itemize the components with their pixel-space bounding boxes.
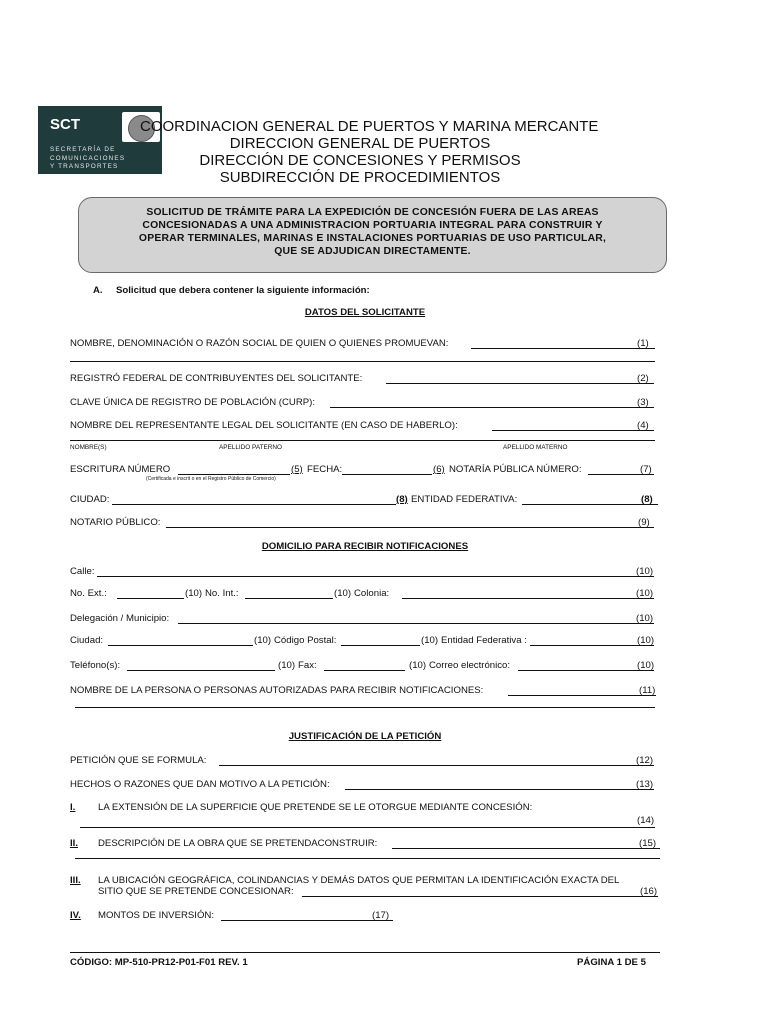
noext-label: No. Ext.:	[70, 588, 107, 599]
telefono-field[interactable]	[127, 670, 275, 671]
justificacion-heading: JUSTIFICACIÓN DE LA PETICIÓN	[288, 731, 442, 742]
notario-num: (9)	[638, 517, 650, 528]
domicilio-heading: DOMICILIO PARA RECIBIR NOTIFICACIONES	[261, 541, 469, 552]
entfed-num: (10)	[637, 635, 655, 646]
certificada-note: (Certificada e inscrit o en el Registro Público de Comercio)	[146, 476, 276, 482]
rfc-field[interactable]	[386, 383, 654, 384]
correo-num: (10)	[637, 660, 655, 671]
title-box: SOLICITUD DE TRÁMITE PARA LA EXPEDICIÓN DE CONCESIÓN FUERA DE LAS AREAS CONCESIONADAS A UNA ADMINISTRACION PORTUARIA INTEGRAL PARA CONSTRUIR Y OPERAR TERMINALES, MARINAS E INSTALACIONES PORTUARIAS DE USO PARTICULAR, QUE SE ADJUDICAN DIRECTAMENTE.	[78, 197, 667, 273]
header-line-2: DIRECCION GENERAL DE PUERTOS	[229, 135, 491, 152]
correo-label: Correo electrónico:	[429, 660, 511, 671]
logo-subtitle: SECRETARÍA DE COMUNICACIONES Y TRANSPORTES	[50, 146, 126, 170]
item-iii-text: LA UBICACIÓN GEOGRÁFICA, COLINDANCIAS Y DEMÁS DATOS QUE PERMITAN LA IDENTIFICACIÓN EXACTA DEL	[98, 875, 620, 886]
delegacion-num: (10)	[636, 613, 654, 624]
delegacion-field[interactable]	[178, 623, 654, 624]
autorizadas-field[interactable]	[508, 695, 656, 696]
item-iii-num: (16)	[640, 886, 658, 897]
item-iii-field[interactable]	[302, 896, 658, 897]
nombre-field-2[interactable]	[70, 361, 655, 362]
footer-codigo: CÓDIGO: MP-510-PR12-P01-F01 REV. 1	[70, 957, 248, 968]
fax-label: Fax:	[298, 660, 317, 671]
item-ii-field-2[interactable]	[75, 858, 660, 859]
rep-field-2[interactable]	[70, 440, 655, 441]
sub-paterno: APELLIDO PATERNO	[219, 444, 282, 451]
nombre-label: NOMBRE, DENOMINACIÓN O RAZÓN SOCIAL DE QUIEN O QUIENES PROMUEVAN:	[70, 338, 449, 349]
cp-field[interactable]	[341, 645, 420, 646]
notario-label: NOTARIO PÚBLICO:	[70, 517, 161, 528]
item-ii-field[interactable]	[392, 848, 660, 849]
ciudad2-label: Ciudad:	[70, 635, 104, 646]
header-line-1: COORDINACION GENERAL DE PUERTOS Y MARINA MERCANTE	[140, 118, 599, 135]
telefono-label: Teléfono(s):	[70, 660, 121, 671]
colonia-label: Colonia:	[354, 588, 390, 599]
item-ii-num: (15)	[639, 838, 657, 849]
footer-pagina: PÁGINA 1 DE 5	[577, 957, 646, 968]
notaria-num: (7)	[640, 464, 652, 475]
fecha-label: FECHA:	[307, 464, 343, 475]
noext-num: (10)	[185, 588, 203, 599]
noext-field[interactable]	[117, 598, 184, 599]
curp-num: (3)	[637, 397, 649, 408]
nombre-field[interactable]	[471, 348, 655, 349]
notario-field[interactable]	[166, 527, 654, 528]
fax-field[interactable]	[324, 670, 405, 671]
ciudad2-field[interactable]	[108, 645, 253, 646]
hechos-label: HECHOS O RAZONES QUE DAN MOTIVO A LA PETICIÓN:	[70, 779, 330, 790]
entfed-field[interactable]	[530, 645, 654, 646]
item-iv-num: (17)	[372, 910, 390, 921]
notaria-label: NOTARÍA PÚBLICA NÚMERO:	[449, 464, 582, 475]
hechos-field[interactable]	[345, 789, 654, 790]
logo-abbrev: SCT	[50, 116, 80, 133]
autorizadas-num: (11)	[639, 685, 656, 696]
escritura-label: ESCRITURA NÚMERO	[70, 464, 171, 475]
nombre-num: (1)	[637, 338, 649, 349]
ciudad-field[interactable]	[112, 504, 396, 505]
item-i-num: (14)	[637, 815, 655, 826]
hechos-num: (13)	[636, 779, 654, 790]
item-iv-numeral: IV.	[70, 910, 81, 921]
item-i-field[interactable]	[80, 827, 655, 828]
item-ii-text: DESCRIPCIÓN DE LA OBRA QUE SE PRETENDACONSTRUIR:	[98, 838, 378, 849]
item-iv-text: MONTOS DE INVERSIÓN:	[98, 910, 215, 921]
ciudad-label: CIUDAD:	[70, 494, 110, 505]
sub-materno: APELLIDO MATERNO	[503, 444, 568, 451]
footer-rule	[70, 952, 660, 953]
cp-num: (10)	[421, 635, 439, 646]
autorizadas-field-2[interactable]	[75, 707, 655, 708]
calle-label: Calle:	[70, 566, 95, 577]
item-i-text: LA EXTENSIÓN DE LA SUPERFICIE QUE PRETENDE SE LE OTORGUE MEDIANTE CONCESIÓN:	[98, 802, 533, 813]
header-line-4: SUBDIRECCIÓN DE PROCEDIMIENTOS	[219, 169, 501, 186]
datos-heading: DATOS DEL SOLICITANTE	[304, 307, 426, 318]
rfc-label: REGISTRÓ FEDERAL DE CONTRIBUYENTES DEL SOLICITANTE:	[70, 373, 363, 384]
header-line-3: DIRECCIÓN DE CONCESIONES Y PERMISOS	[199, 152, 521, 169]
peticion-num: (12)	[636, 755, 654, 766]
noint-label: No. Int.:	[205, 588, 239, 599]
fecha-num: (6)	[433, 464, 445, 475]
peticion-label: PETICIÓN QUE SE FORMULA:	[70, 755, 207, 766]
item-iv-field[interactable]	[221, 920, 393, 921]
cp-label: Código Postal:	[274, 635, 337, 646]
curp-label: CLAVE ÚNICA DE REGISTRO DE POBLACIÓN (CURP):	[70, 397, 316, 408]
escritura-field[interactable]	[178, 474, 290, 475]
calle-field[interactable]	[97, 576, 654, 577]
entidad-label: ENTIDAD FEDERATIVA:	[411, 494, 518, 505]
section-a-label: A.	[93, 285, 103, 296]
colonia-field[interactable]	[402, 598, 654, 599]
delegacion-label: Delegación / Municipio:	[70, 613, 170, 624]
section-a-text: Solicitud que debera contener la siguiente información:	[116, 285, 370, 296]
entidad-field[interactable]	[522, 504, 658, 505]
sub-nombre: NOMBRE(S)	[70, 444, 107, 451]
noint-field[interactable]	[245, 598, 333, 599]
entfed-label: Entidad Federativa :	[441, 635, 527, 646]
calle-num: (10)	[636, 566, 654, 577]
ciudad2-num: (10)	[254, 635, 272, 646]
colonia-num: (10)	[636, 588, 654, 599]
rep-field[interactable]	[492, 430, 654, 431]
curp-field[interactable]	[330, 407, 654, 408]
correo-field[interactable]	[518, 670, 654, 671]
item-ii-numeral: II.	[70, 838, 78, 849]
autorizadas-label: NOMBRE DE LA PERSONA O PERSONAS AUTORIZADAS PARA RECIBIR NOTIFICACIONES:	[70, 685, 484, 696]
noint-num: (10)	[334, 588, 352, 599]
ciudad-num: (8)	[396, 494, 408, 505]
fax-num: (10)	[409, 660, 427, 671]
entidad-num: (8)	[641, 494, 653, 505]
telefono-num: (10)	[278, 660, 296, 671]
rep-label: NOMBRE DEL REPRESENTANTE LEGAL DEL SOLICITANTE (EN CASO DE HABERLO):	[70, 420, 458, 431]
rep-num: (4)	[637, 420, 649, 431]
item-iii-text2: SITIO QUE SE PRETENDE CONCESIONAR:	[98, 886, 294, 897]
fecha-field[interactable]	[342, 474, 432, 475]
rfc-num: (2)	[637, 373, 649, 384]
escritura-num: (5)	[291, 464, 303, 475]
item-i-numeral: I.	[70, 802, 76, 813]
peticion-field[interactable]	[219, 765, 654, 766]
item-iii-numeral: III.	[70, 875, 81, 886]
